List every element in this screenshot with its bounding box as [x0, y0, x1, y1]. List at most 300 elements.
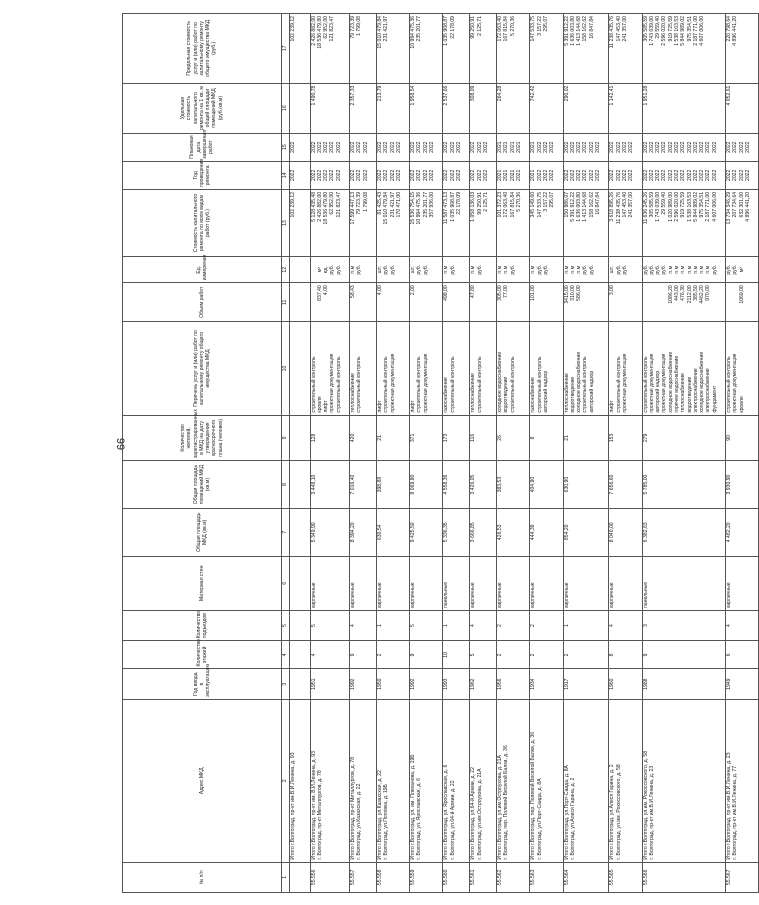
cell-line: 2022	[422, 169, 429, 182]
cell-line: строительный контроль	[383, 356, 390, 413]
cell-line: 3 157,22	[542, 191, 549, 212]
cell-line: проектная документация	[661, 353, 668, 413]
cell-line: 975 354,51	[699, 191, 706, 218]
column-number-row	[282, 14, 290, 893]
cell-line: холодное водоснабжение	[699, 351, 706, 413]
cell-line: шт.	[376, 266, 383, 274]
cell-line: 2022	[542, 169, 549, 182]
cell-line: 290,02	[563, 85, 570, 102]
cell-line: 10 994 475,36	[410, 16, 417, 49]
cell-line: 2022	[655, 141, 662, 153]
cell-entr: 5	[410, 610, 443, 640]
cell-line: 2022	[323, 169, 330, 182]
cell-line: 970,00	[705, 285, 712, 301]
cell-year: 1956	[497, 669, 530, 699]
column-header: Год проведения ремонта	[123, 161, 282, 189]
cell-line: 2022	[350, 169, 357, 182]
cell-year: 1951	[310, 669, 350, 699]
cell-line: 2022	[686, 169, 693, 182]
cell-cost	[497, 189, 530, 256]
cell-addr	[642, 699, 726, 862]
cell-entr: 4	[726, 610, 759, 640]
cell-line: 1 490,78	[310, 85, 317, 106]
cell-line: руб.	[615, 264, 622, 275]
cell-line	[290, 259, 296, 280]
cell-line: 2022	[310, 169, 317, 182]
cell-line: 2 125,71	[482, 191, 489, 212]
cell-line: 2022	[395, 141, 402, 153]
cell-yr	[497, 161, 530, 189]
cell-year: 1992	[350, 669, 377, 699]
cell-line: 2021	[503, 169, 510, 182]
address-line: Итого г.Волгоград, ул.64-й Армии, д. 22	[470, 767, 477, 860]
cell-line: 2022	[310, 141, 317, 153]
cell-line: 4,00	[323, 285, 330, 296]
cell-cost	[726, 189, 759, 256]
cell-num: 55.560	[443, 862, 470, 892]
cell-line: 2022	[476, 141, 483, 153]
cell-line: 2 426 882,00	[316, 191, 323, 222]
table-row	[470, 14, 497, 893]
cell-area: 426,53	[497, 508, 530, 556]
cell-line: руб.	[655, 264, 662, 275]
cell-floors	[290, 641, 311, 669]
cell-line: м²	[738, 267, 745, 273]
cell-spec	[410, 83, 443, 133]
cell-line: 167 815,84	[503, 16, 510, 42]
cell-works	[410, 322, 443, 415]
cell-floors: 2	[497, 641, 530, 669]
cell-spec	[642, 83, 726, 133]
cell-line: 2021	[509, 169, 516, 182]
cell-line: 2022	[609, 169, 616, 182]
cell-mat: кирпичные	[726, 556, 759, 610]
cell-line: 2022	[595, 141, 601, 153]
address-line: г. Волгоград, ул.Порт-Саида, д. 8А	[536, 778, 543, 860]
cell-line: 2021	[516, 169, 523, 182]
cell-line: 3,00	[609, 285, 616, 296]
cell-line: 742,42	[530, 85, 537, 102]
cell-unit	[290, 257, 311, 283]
cell-year: 1992	[410, 669, 443, 699]
cell-line: п.м	[470, 265, 477, 274]
cell-line: 2 187 771,00	[705, 191, 712, 222]
cell-unit	[563, 257, 609, 283]
cell-line: п.м	[673, 265, 680, 274]
address-line: г. Волгоград, пр-кт Металлургов, д. 78	[316, 770, 323, 860]
cell-line: руб.	[711, 264, 718, 275]
cell-num: 55.566	[642, 862, 726, 892]
cell-parea: 4 558,36	[443, 461, 470, 509]
cell-line: п.м	[530, 265, 537, 274]
cell-limit	[350, 14, 377, 84]
cell-line: 2022	[362, 141, 369, 153]
cell-line: 147 453,40	[621, 191, 628, 218]
column-number: 6	[282, 556, 290, 610]
cell-spec	[563, 83, 609, 133]
cell-line: 2022	[726, 169, 733, 182]
cell-line: 1 058 136,03	[470, 191, 477, 222]
address-line: Итого г.Волгоград, ул.им.Остроухова, д. 21А	[497, 755, 504, 860]
cell-line: 2022	[661, 141, 668, 153]
cell-addr	[609, 699, 642, 862]
cell-spec	[609, 83, 642, 133]
cell-line: 264,28	[497, 85, 504, 102]
cell-line: 2022	[642, 141, 649, 153]
cell-line	[450, 285, 456, 319]
cell-line: проектная документация	[621, 353, 628, 413]
cell-spec	[376, 83, 409, 133]
cell-line: руб.	[449, 264, 456, 275]
cell-line: руб.	[422, 264, 429, 275]
cell-yr	[376, 161, 409, 189]
cell-unit	[310, 257, 350, 283]
cell-line: 443,00	[673, 285, 680, 301]
cell-line	[290, 324, 296, 412]
cell-line: 4 896 441,20	[744, 191, 751, 222]
cell-line	[423, 16, 429, 81]
cell-line: 2022	[692, 141, 699, 153]
cell-num: 55.559	[410, 862, 443, 892]
cell-line: п.м	[699, 265, 706, 274]
cell-line: 18 536 479,80	[316, 16, 323, 49]
cell-line: 2022	[563, 169, 570, 182]
cell-line: 1 142,41	[609, 85, 616, 106]
cell-cost	[410, 189, 443, 256]
cell-line: 2022	[673, 169, 680, 182]
cell-line: 2022	[705, 141, 712, 153]
address-line: г. Волгоград, пр-кт им.В.И.Ленина, д. 23	[648, 765, 655, 860]
cell-line: 2022	[628, 141, 635, 153]
cell-line	[363, 16, 369, 81]
cell-unit	[497, 257, 530, 283]
cell-num: 55.556	[310, 862, 350, 892]
cell-floors: 2	[530, 641, 563, 669]
cell-cost	[443, 189, 470, 256]
cell-year: 1949	[726, 669, 759, 699]
cell-area: 854,20	[563, 508, 609, 556]
cell-cost	[376, 189, 409, 256]
cell-entr: 3	[642, 610, 726, 640]
cell-line: 235 201,77	[422, 191, 429, 218]
cell-line: 102 239,12	[290, 16, 296, 42]
cell-num	[290, 862, 311, 892]
cell-line: строительный контроль	[582, 356, 589, 413]
cell-line: 2022	[422, 141, 429, 153]
cell-line: 2022	[416, 169, 423, 182]
cell-line: 15 010 479,84	[383, 191, 390, 225]
cell-line	[628, 86, 634, 131]
cell-line: 2022	[582, 169, 589, 182]
cell-line	[510, 285, 516, 319]
cell-line: 357 936,00	[429, 191, 436, 218]
cell-line: п.м	[569, 265, 576, 274]
cell-line	[549, 86, 555, 131]
cell-vol	[563, 283, 609, 322]
cell-line: 2 357,33	[350, 85, 357, 106]
cell-end	[290, 133, 311, 161]
cell-line: 2022	[667, 141, 674, 153]
cell-line: 498,00	[443, 285, 450, 301]
cell-line: 2022	[429, 169, 436, 182]
cell-line: 2112,00	[686, 285, 693, 304]
cell-line: 16 847,84	[595, 191, 601, 215]
cell-res: 420	[350, 415, 377, 461]
cell-line: проектная документация	[732, 353, 739, 413]
column-number: 5	[282, 610, 290, 640]
column-header: Количество этажей	[123, 641, 282, 669]
cell-spec	[350, 83, 377, 133]
cell-line: 1 743 039,00	[655, 191, 662, 222]
cell-line: горячее водоснабжение	[673, 355, 680, 413]
cell-line: п.м	[497, 265, 504, 274]
cell-line: 2 537,66	[443, 85, 450, 106]
cell-year: 1993	[443, 669, 470, 699]
column-number: 15	[282, 133, 290, 161]
cell-line: 147 533,75	[536, 191, 543, 218]
cell-line: 3 157,22	[536, 16, 543, 36]
cell-addr	[470, 699, 497, 862]
cell-line: 5 128 435,48	[310, 191, 317, 222]
cell-yr	[530, 161, 563, 189]
cell-line: 4 607 006,00	[711, 191, 718, 222]
cell-unit	[470, 257, 497, 283]
cell-entr: 2	[530, 610, 563, 640]
cell-line	[477, 285, 483, 319]
cell-line: 2021	[516, 141, 523, 153]
cell-line: 2022	[563, 141, 570, 153]
cell-line: 2022	[356, 169, 363, 182]
cell-parea: 3 448,10	[310, 461, 350, 509]
address-line: г. Волгоград, ул.Алеся Гарина, д. 2	[569, 777, 576, 860]
cell-line: 2022	[482, 169, 489, 182]
cell-line: 15 536 754,15	[410, 191, 417, 225]
cell-line: 147 453,40	[615, 16, 622, 42]
cell-line: 2022	[648, 169, 655, 182]
cell-limit	[530, 14, 563, 84]
cell-floors: 9	[350, 641, 377, 669]
cell-area: 8 394,20	[350, 508, 377, 556]
cell-yr	[350, 161, 377, 189]
cell-line: 10 994 475,36	[416, 191, 423, 225]
cell-line: 975 354,51	[686, 16, 693, 42]
cell-works	[642, 322, 726, 415]
cell-yr	[310, 161, 350, 189]
cell-line	[390, 16, 396, 81]
cell-res: 128	[310, 415, 350, 461]
cell-line: 2022	[699, 169, 706, 182]
column-number: 8	[282, 461, 290, 509]
cell-line: 2022	[711, 141, 718, 153]
cell-works	[609, 322, 642, 415]
cell-floors: 9	[410, 641, 443, 669]
cell-line: руб.	[621, 264, 628, 275]
cell-addr	[563, 699, 609, 862]
cell-line: 2022	[536, 141, 543, 153]
cell-mat: кирпичные	[563, 556, 609, 610]
cell-line: проектная документация	[329, 353, 336, 413]
cell-res: 21	[376, 415, 409, 461]
cell-vol	[530, 283, 563, 322]
cell-line: п.м	[680, 265, 687, 274]
cell-line: 5 391 912,22	[563, 16, 570, 46]
cell-line	[543, 285, 549, 319]
cell-res: 279	[642, 415, 726, 461]
cell-mat: кирпичные	[310, 556, 350, 610]
cell-line: руб.	[389, 264, 396, 275]
cell-line: 2022	[648, 141, 655, 153]
cell-line: 158 162,62	[582, 16, 589, 42]
cell-line: 2022	[335, 169, 342, 182]
cell-line: 2022	[323, 141, 330, 153]
cell-area: 5 336,35	[443, 508, 470, 556]
column-header: Удельная стоимость капитального ремонта на 1 кв. м общей площади помещений МКД (руб./кв.м)	[123, 83, 282, 133]
cell-entr: 5	[310, 610, 350, 640]
cell-line: 2022	[744, 141, 751, 153]
cell-spec	[290, 83, 311, 133]
cell-line: п.м	[667, 265, 674, 274]
cell-line: 213,79	[376, 85, 383, 102]
cell-num: 55.557	[350, 862, 377, 892]
cell-parea	[290, 461, 311, 509]
cell-line: 172 063,40	[497, 16, 504, 42]
cell-line: 2022	[711, 169, 718, 182]
cell-line: 22 178,09	[455, 191, 462, 215]
address-line: Итого г.Волгоград, пр-кт им.В.И.Ленина, д. 93	[290, 752, 296, 860]
column-number: 14	[282, 161, 290, 189]
cell-addr	[443, 699, 470, 862]
cell-line: 2022	[335, 141, 342, 153]
cell-mat: кирпичные	[497, 556, 530, 610]
cell-line: 101,00	[530, 285, 537, 301]
cell-line: 2022	[536, 169, 543, 182]
cell-entr: 4	[609, 610, 642, 640]
cell-floors: 4	[310, 641, 350, 669]
cell-num: 55.564	[563, 862, 609, 892]
cell-line: 2022	[609, 141, 616, 153]
cell-line: 2022	[615, 169, 622, 182]
cell-works	[470, 322, 497, 415]
cell-end	[609, 133, 642, 161]
cell-line: 310,00	[569, 285, 576, 301]
cell-line: фундамент	[711, 385, 718, 413]
cell-line: 150 986,07	[563, 191, 570, 218]
cell-entr: 1	[563, 610, 609, 640]
cell-line: 2022	[443, 169, 450, 182]
cell-line: 121 823,47	[335, 191, 342, 218]
cell-line	[483, 86, 489, 131]
cell-line: 2022	[569, 141, 576, 153]
cell-line: 16 847,84	[588, 16, 595, 39]
cell-line: 2022	[290, 141, 296, 153]
cell-line	[336, 86, 342, 131]
cell-line: 2022	[705, 169, 712, 182]
cell-line	[396, 86, 402, 131]
cell-entr: 1	[443, 610, 470, 640]
column-header: № п/п	[123, 862, 282, 892]
column-number: 1	[282, 862, 290, 892]
cell-res: 8	[530, 415, 563, 461]
cell-unit	[726, 257, 759, 283]
address-line: Итого г.Волгоград, ул.им. Рокоссовского, д. 58	[642, 750, 649, 860]
cell-line: 3 618 895,26	[609, 191, 616, 222]
cell-line: водоотведение	[569, 376, 576, 413]
cell-line: 2022	[290, 169, 296, 182]
cell-line: 4 607 006,00	[699, 16, 706, 46]
cell-line: 305 585,59	[642, 16, 649, 42]
cell-yr	[642, 161, 726, 189]
table-header-row	[123, 14, 282, 893]
cell-floors: 8	[609, 641, 642, 669]
cell-addr	[530, 699, 563, 862]
cell-line: 1 035 908,87	[449, 191, 456, 222]
cell-line: 1 799,08	[356, 16, 363, 36]
cell-line: 2022	[443, 141, 450, 153]
address-line: Итого г.Волгоград, ул. Ярославская, д. 6	[443, 764, 450, 860]
cell-line: строительный контроль	[726, 356, 733, 413]
cell-line	[589, 285, 595, 319]
address-line: г. Волгоград, пер. Полевой Веселой Балки, д. 36	[503, 745, 510, 860]
table-row	[609, 14, 642, 893]
cell-limit	[609, 14, 642, 84]
cell-line: 2022	[542, 141, 549, 153]
cell-line: руб.	[661, 264, 668, 275]
cell-line: 2021	[503, 141, 510, 153]
cell-line: 1 636 003,80	[576, 191, 583, 222]
address-line: Итого г.Волгоград, ул.Казахская, д. 22	[376, 770, 383, 860]
cell-line: 2022	[329, 141, 336, 153]
cell-mat: кирпичные	[376, 556, 409, 610]
cell-works	[290, 322, 311, 415]
cell-line: 2022	[661, 169, 668, 182]
cell-num: 55.567	[726, 862, 759, 892]
cell-line: 2022	[455, 169, 462, 182]
cell-line	[290, 86, 296, 131]
cell-unit	[443, 257, 470, 283]
cell-line: руб.	[476, 264, 483, 275]
cell-line: холодное водоснабжение	[497, 351, 504, 413]
cell-area: 630,54	[376, 508, 409, 556]
cell-line: авторский надзор	[588, 370, 595, 413]
cell-works	[563, 322, 609, 415]
cell-line: 1 538 163,53	[686, 191, 693, 222]
address-line: г. Волгоград, ул.им.Остроухова, д. 21А	[476, 768, 483, 860]
cell-line: 305 585,59	[648, 191, 655, 218]
cell-line	[745, 86, 751, 131]
cell-end	[443, 133, 470, 161]
cell-works	[530, 322, 563, 415]
column-header: Общая площадь помещений МКД (кв.м)	[123, 461, 282, 509]
cell-line	[712, 16, 718, 81]
cell-end	[410, 133, 443, 161]
cell-end	[726, 133, 759, 161]
cell-line: п.м	[443, 265, 450, 274]
cell-line: авторский надзор	[542, 370, 549, 413]
cell-line: 2022	[455, 141, 462, 153]
cell-line: 2021	[497, 169, 504, 182]
cell-line: проектная документация	[389, 353, 396, 413]
column-number: 12	[282, 257, 290, 283]
cell-line: 2 596 020,00	[661, 16, 668, 46]
column-number: 10	[282, 322, 290, 415]
cell-line: 2 596 020,00	[673, 191, 680, 222]
cell-addr	[310, 699, 350, 862]
cell-area: 5 349,90	[310, 508, 350, 556]
cell-vol	[350, 283, 377, 322]
cell-line: 2022	[621, 141, 628, 153]
cell-area: 9 425,50	[410, 508, 443, 556]
page-number: 99	[114, 437, 126, 451]
